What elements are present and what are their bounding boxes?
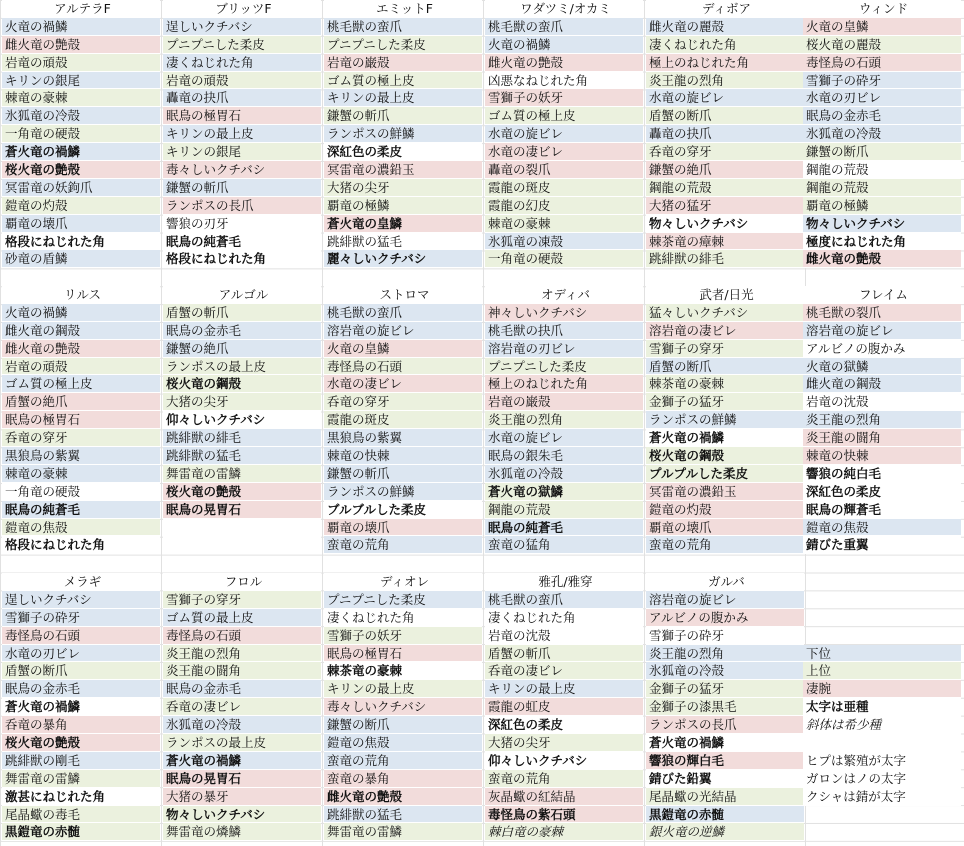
group-header: ウィンド: [803, 0, 961, 18]
group-header: ガルバ: [646, 573, 804, 591]
material-item: 桃毛獣の蛮爪: [485, 18, 643, 36]
material-item: 氷狐竜の冷殻: [803, 125, 961, 143]
legend-note3: クシャは錆が太字: [803, 788, 961, 806]
material-item: 覇竜の極鱗: [803, 197, 961, 215]
material-item: 霞龍の虹皮: [485, 698, 643, 716]
material-item: 雪獅子の妖牙: [485, 89, 643, 107]
material-item: 氷狐竜の冷殻: [2, 107, 160, 125]
material-item: 冥雷竜の濃鉛玉: [646, 483, 804, 501]
material-item: 岩竜の頑殻: [163, 72, 321, 90]
material-item: 棘茶竜の瘴棘: [646, 233, 804, 251]
material-item: 鎧竜の焦殻: [2, 519, 160, 537]
material-item: キリンの最上皮: [163, 125, 321, 143]
material-item: 跳緋獣の猛毛: [163, 447, 321, 465]
material-item: 物々しいクチバシ: [163, 806, 321, 824]
material-item: ランポスの最上皮: [163, 358, 321, 376]
material-item: 呑竜の穿牙: [2, 429, 160, 447]
material-item: 覇竜の極鱗: [324, 197, 482, 215]
material-item: 鎌蟹の斬爪: [163, 179, 321, 197]
material-item: 蒼火竜の禍鱗: [646, 429, 804, 447]
material-item: 桜火竜の艶殻: [163, 483, 321, 501]
material-group: [646, 286, 804, 554]
legend-spacer: [803, 734, 961, 752]
material-item: 桃毛獣の蛮爪: [324, 304, 482, 322]
material-group: [2, 573, 160, 841]
material-item: 溶岩竜の旋ビレ: [803, 322, 961, 340]
material-item: 桜火竜の麗殻: [803, 36, 961, 54]
material-group: [163, 573, 321, 841]
material-item: 呑竜の穿牙: [646, 143, 804, 161]
material-item: 一角竜の硬殻: [2, 483, 160, 501]
material-item: 眠鳥の金赤毛: [2, 680, 160, 698]
material-item: 眠鳥の晃胃石: [163, 770, 321, 788]
material-item: 覇竜の壊爪: [324, 519, 482, 537]
material-item: 跳緋獣の緋毛: [163, 429, 321, 447]
material-item: 岩竜の頑殻: [2, 54, 160, 72]
material-item: 鎧竜の焦殻: [324, 734, 482, 752]
material-item: 火竜の獄鱗: [803, 358, 961, 376]
material-item: 雌火竜の艶殻: [2, 340, 160, 358]
material-item: 眠鳥の極胃石: [2, 411, 160, 429]
group-header: オディバ: [485, 286, 643, 304]
material-item: 眠鳥の金赤毛: [163, 322, 321, 340]
material-item: 逞しいクチバシ: [163, 18, 321, 36]
material-item: 雌火竜の麗殻: [646, 18, 804, 36]
material-item: 毒怪鳥の石頭: [2, 627, 160, 645]
material-item: 雌火竜の艶殻: [2, 36, 160, 54]
material-item: 仰々しいクチバシ: [163, 411, 321, 429]
material-item: 眠鳥の銀朱毛: [485, 447, 643, 465]
material-item: 舞雷竜の雷鱗: [324, 823, 482, 841]
material-item: 呑竜の穿牙: [324, 393, 482, 411]
material-item: 錆びた鉛翼: [646, 770, 804, 788]
material-item: 水竜の旋ビレ: [485, 429, 643, 447]
group-header: ワダツミ/オカミ: [485, 0, 643, 18]
material-item: 眠鳥の純蒼毛: [485, 519, 643, 537]
material-item: 霞龍の斑皮: [485, 179, 643, 197]
material-group: [324, 0, 482, 268]
material-item: 響狼の刃牙: [163, 215, 321, 233]
material-item: 雌火竜の鋼殻: [2, 322, 160, 340]
material-item: プニプニした柔皮: [324, 591, 482, 609]
material-item: 逞しいクチバシ: [2, 591, 160, 609]
material-group: [485, 0, 643, 268]
material-item: キリンの最上皮: [485, 680, 643, 698]
material-group: [2, 0, 160, 268]
material-item: 眠鳥の極胃石: [163, 107, 321, 125]
material-item: 桜火竜の鋼殻: [646, 447, 804, 465]
material-item: 桜火竜の艶殻: [2, 734, 160, 752]
material-item: 跳緋獣の猛毛: [324, 233, 482, 251]
material-item: ゴム質の極上皮: [485, 107, 643, 125]
legend-expert: 凄腕: [803, 680, 961, 698]
material-group: [485, 286, 643, 554]
material-item: 蒼火竜の獄鱗: [485, 483, 643, 501]
material-item: 雌火竜の艶殻: [485, 54, 643, 72]
material-item: 眠鳥の輝蒼毛: [803, 501, 961, 519]
group-header: ディオレ: [324, 573, 482, 591]
material-item: 毒怪鳥の石頭: [163, 627, 321, 645]
material-item: 盾蟹の断爪: [2, 662, 160, 680]
material-item: 黒狼鳥の紫翼: [2, 447, 160, 465]
material-item: 格段にねじれた角: [2, 536, 160, 554]
material-item: 蒼火竜の禍鱗: [646, 734, 804, 752]
material-item: 桃毛獣の蛮爪: [485, 591, 643, 609]
material-item: 岩竜の沈殻: [803, 393, 961, 411]
material-item: 蛮竜の荒角: [324, 752, 482, 770]
material-item: 銀火竜の逆鱗: [646, 823, 804, 841]
material-item: 凄くねじれた角: [485, 609, 643, 627]
material-item: 金獅子の猛牙: [646, 680, 804, 698]
material-item: 桃毛獣の裂爪: [803, 304, 961, 322]
material-item: プニプニした柔皮: [163, 36, 321, 54]
material-item: 棘茶竜の豪棘: [324, 662, 482, 680]
material-item: 岩竜の巌殻: [485, 393, 643, 411]
material-item: 仰々しいクチバシ: [485, 752, 643, 770]
group-header: リルス: [2, 286, 160, 304]
material-item: 盾蟹の斬爪: [163, 304, 321, 322]
material-item: 深紅色の柔皮: [803, 483, 961, 501]
material-group: [646, 573, 804, 841]
material-item: 鋼龍の荒殻: [485, 501, 643, 519]
legend-note1: ヒプは繁殖が太字: [803, 752, 961, 770]
material-item: 桜火竜の艶殻: [2, 161, 160, 179]
material-item: 雪獅子の穿牙: [163, 591, 321, 609]
legend-upper: 上位: [803, 662, 961, 680]
material-item: 雪獅子の砕牙: [803, 72, 961, 90]
material-item: 蒼火竜の禍鱗: [2, 143, 160, 161]
material-item: アルビノの腹かみ: [646, 609, 804, 627]
material-group: [2, 286, 160, 554]
material-item: 炎王龍の烈角: [485, 411, 643, 429]
material-item: 炎王龍の烈角: [163, 645, 321, 663]
material-item: 響狼の純白毛: [803, 465, 961, 483]
material-item: 黒鎧竜の赤髄: [2, 823, 160, 841]
material-item: 雪獅子の妖牙: [324, 627, 482, 645]
material-item: 蛮竜の猛角: [485, 536, 643, 554]
material-item: 極度にねじれた角: [803, 233, 961, 251]
material-item: 黒鎧竜の赤髄: [646, 806, 804, 824]
material-item: 鎌蟹の斬爪: [324, 465, 482, 483]
material-item: 極上のねじれた角: [646, 54, 804, 72]
material-group: [324, 573, 482, 841]
material-item: 蒼火竜の皇鱗: [324, 215, 482, 233]
material-item: 溶岩竜の凄ビレ: [646, 322, 804, 340]
material-item: 盾蟹の斬爪: [485, 645, 643, 663]
material-item: 響狼の輝白毛: [646, 752, 804, 770]
material-item: 鎧竜の灼殻: [646, 501, 804, 519]
material-item: 物々しいクチバシ: [646, 215, 804, 233]
material-item: 極上のねじれた角: [485, 375, 643, 393]
material-item: 雪獅子の砕牙: [646, 627, 804, 645]
material-item: 毒怪鳥の石頭: [324, 358, 482, 376]
material-item: 炎王龍の闘角: [803, 429, 961, 447]
material-item: 鋼龍の荒殻: [803, 179, 961, 197]
material-item: 覇竜の壊爪: [646, 519, 804, 537]
material-item: 大猪の尖牙: [485, 734, 643, 752]
material-item: 跳緋獣の緋毛: [646, 250, 804, 268]
material-item: 棘竜の快棘: [324, 447, 482, 465]
material-item: ランポスの長爪: [646, 716, 804, 734]
material-item: 雌火竜の艶殻: [324, 788, 482, 806]
material-item: 棘白竜の豪棘: [485, 823, 643, 841]
material-item: 深紅色の柔皮: [324, 143, 482, 161]
material-item: 蛮竜の荒角: [485, 770, 643, 788]
material-item: ランポスの最上皮: [163, 734, 321, 752]
material-item: 雪獅子の穿牙: [646, 340, 804, 358]
material-item: 凶悪なねじれた角: [485, 72, 643, 90]
material-group: [803, 0, 961, 268]
material-item: 水竜の旋ビレ: [485, 125, 643, 143]
material-item: 氷狐竜の冷殻: [485, 465, 643, 483]
material-item: キリンの最上皮: [324, 680, 482, 698]
material-item: 轟竜の抉爪: [646, 125, 804, 143]
group-header: 雅孔/雅穿: [485, 573, 643, 591]
group-header: フレイム: [803, 286, 961, 304]
material-item: 一角竜の硬殻: [485, 250, 643, 268]
material-item: 棘竜の豪棘: [2, 465, 160, 483]
material-item: 神々しいクチバシ: [485, 304, 643, 322]
material-item: 桃毛獣の蛮爪: [324, 18, 482, 36]
material-item: 蛮竜の暴角: [324, 770, 482, 788]
material-item: プルプルした柔皮: [646, 465, 804, 483]
material-item: 氷狐竜の凍殻: [485, 233, 643, 251]
material-item: 毒怪鳥の紫石頭: [485, 806, 643, 824]
material-item: 冥雷竜の妖鉤爪: [2, 179, 160, 197]
material-item: 激甚にねじれた角: [2, 788, 160, 806]
material-item: 炎王龍の烈角: [646, 645, 804, 663]
legend-lower: 下位: [803, 645, 961, 663]
group-header: フロル: [163, 573, 321, 591]
group-header: アルゴル: [163, 286, 321, 304]
material-item: 火竜の禍鱗: [2, 18, 160, 36]
material-item: 舞雷竜の雷鱗: [163, 465, 321, 483]
material-group: [485, 573, 643, 841]
material-item: 覇竜の壊爪: [2, 215, 160, 233]
material-group: [163, 286, 321, 554]
material-item: 霞龍の斑皮: [324, 411, 482, 429]
material-item: 棘茶竜の豪棘: [646, 375, 804, 393]
material-item: 盾蟹の断爪: [646, 107, 804, 125]
material-item: 鎌蟹の断爪: [803, 143, 961, 161]
material-item: 桃毛獣の抉爪: [485, 322, 643, 340]
material-item: 水竜の凄ビレ: [324, 375, 482, 393]
material-item: 格段にねじれた角: [163, 250, 321, 268]
material-item: プニプニした柔皮: [485, 358, 643, 376]
material-item: ランポスの鮮鱗: [646, 411, 804, 429]
material-item: 岩竜の巌殻: [324, 54, 482, 72]
material-item: 火竜の禍鱗: [485, 36, 643, 54]
material-group: [646, 0, 804, 268]
material-item: 金獅子の猛牙: [646, 393, 804, 411]
group-header: アルテラF: [2, 0, 160, 18]
material-item: ランポスの鮮鱗: [324, 483, 482, 501]
material-item: 大猪の猛牙: [646, 197, 804, 215]
material-item: 棘竜の豪棘: [2, 89, 160, 107]
material-item: 一角竜の硬殻: [2, 125, 160, 143]
material-item: 金獅子の漆黒毛: [646, 698, 804, 716]
material-item: 炎王龍の闘角: [163, 662, 321, 680]
material-item: 雪獅子の砕牙: [2, 609, 160, 627]
material-item: キリンの銀尾: [163, 143, 321, 161]
legend-bold-note: 太字は亜種: [803, 698, 961, 716]
material-item: 水竜の刃ビレ: [2, 645, 160, 663]
material-item: 麗々しいクチバシ: [324, 250, 482, 268]
material-item: 溶岩竜の旋ビレ: [646, 591, 804, 609]
group-header: ディボア: [646, 0, 804, 18]
material-item: 棘竜の快棘: [803, 447, 961, 465]
material-item: 溶岩竜の旋ビレ: [324, 322, 482, 340]
material-item: 棘竜の豪棘: [485, 215, 643, 233]
material-item: 毒怪鳥の石頭: [803, 54, 961, 72]
material-item: 炎王龍の烈角: [803, 411, 961, 429]
material-item: 毒々しいクチバシ: [324, 698, 482, 716]
material-item: 眠鳥の晃胃石: [163, 501, 321, 519]
group-header: エミットF: [324, 0, 482, 18]
material-item: キリンの銀尾: [2, 72, 160, 90]
material-item: 深紅色の柔皮: [485, 716, 643, 734]
material-item: 鎧竜の灼殻: [2, 197, 160, 215]
material-item: 眠鳥の純蒼毛: [163, 233, 321, 251]
material-item: 炎王龍の烈角: [646, 72, 804, 90]
material-group: [163, 0, 321, 268]
material-item: 鎌蟹の斬爪: [324, 107, 482, 125]
material-item: 轟竜の抉爪: [163, 89, 321, 107]
material-item: 砂竜の盾鱗: [2, 250, 160, 268]
material-item: 鎌蟹の絶爪: [163, 340, 321, 358]
material-group: [803, 286, 961, 554]
material-item: 猛々しいクチバシ: [646, 304, 804, 322]
material-item: 大猪の尖牙: [163, 393, 321, 411]
material-item: 盾蟹の断爪: [646, 358, 804, 376]
material-item: 舞雷竜の燐鱗: [163, 823, 321, 841]
group-header: 武者/日光: [646, 286, 804, 304]
material-item: 霞龍の幻皮: [485, 197, 643, 215]
material-item: 氷狐竜の冷殻: [163, 716, 321, 734]
material-item: 錆びた重翼: [803, 536, 961, 554]
material-item: 水竜の旋ビレ: [646, 89, 804, 107]
material-item: ブルブルした柔皮: [324, 501, 482, 519]
material-item: 眠鳥の金赤毛: [163, 680, 321, 698]
material-item: 跳緋獣の剛毛: [2, 752, 160, 770]
material-item: 凄くねじれた角: [324, 609, 482, 627]
group-header: ストロマ: [324, 286, 482, 304]
material-item: 水竜の刃ビレ: [803, 89, 961, 107]
material-item: 呑竜の暴角: [2, 716, 160, 734]
legend-italic-note: 斜体は希少種: [803, 716, 961, 734]
material-item: 鋼龍の荒殻: [646, 179, 804, 197]
material-item: 蒼火竜の禍鱗: [2, 698, 160, 716]
material-item: 火竜の皇鱗: [324, 340, 482, 358]
material-item: 呑竜の凄ビレ: [163, 698, 321, 716]
material-item: 岩竜の頑殻: [2, 358, 160, 376]
material-item: 眠鳥の極胃石: [324, 645, 482, 663]
material-item: 冥雷竜の濃鉛玉: [324, 161, 482, 179]
material-item: 灰晶蠍の紅結晶: [485, 788, 643, 806]
legend: [803, 645, 961, 806]
material-item: 雌火竜の艶殻: [803, 250, 961, 268]
material-item: 氷狐竜の冷殻: [646, 662, 804, 680]
material-item: 毒々しいクチバシ: [163, 161, 321, 179]
material-item: 雌火竜の鋼殻: [803, 375, 961, 393]
material-item: 轟竜の裂爪: [485, 161, 643, 179]
material-item: 鎌蟹の絶爪: [646, 161, 804, 179]
material-item: 水竜の凄ビレ: [485, 143, 643, 161]
material-item: ゴム質の極上皮: [2, 375, 160, 393]
material-item: 溶岩竜の刃ビレ: [485, 340, 643, 358]
material-item: 大猪の暴牙: [163, 788, 321, 806]
material-item: [163, 536, 321, 554]
material-item: 火竜の禍鱗: [2, 304, 160, 322]
material-item: 凄くねじれた角: [163, 54, 321, 72]
material-item: 蛮竜の荒角: [646, 536, 804, 554]
material-item: 大猪の尖牙: [324, 179, 482, 197]
material-item: 呑竜の凄ビレ: [485, 662, 643, 680]
material-item: アルビノの腹かみ: [803, 340, 961, 358]
material-item: 桜火竜の鋼殻: [163, 375, 321, 393]
group-header: メラギ: [2, 573, 160, 591]
material-item: 跳緋獣の猛毛: [324, 806, 482, 824]
material-item: 岩竜の沈殻: [485, 627, 643, 645]
material-item: 火竜の皇鱗: [803, 18, 961, 36]
material-item: 物々しいクチバシ: [803, 215, 961, 233]
material-item: 凄くねじれた角: [646, 36, 804, 54]
material-item: 尾晶蠍の毒毛: [2, 806, 160, 824]
material-item: 黒狼鳥の紫翼: [324, 429, 482, 447]
group-header: ブリッツF: [163, 0, 321, 18]
material-item: 鋼龍の荒殻: [803, 161, 961, 179]
material-item: ランポスの長爪: [163, 197, 321, 215]
material-item: キリンの最上皮: [324, 89, 482, 107]
material-item: [163, 519, 321, 537]
legend-note2: ガロンはノの太字: [803, 770, 961, 788]
material-item: ゴム質の最上皮: [163, 609, 321, 627]
material-item: 眠鳥の金赤毛: [803, 107, 961, 125]
material-item: 尾晶蠍の光結晶: [646, 788, 804, 806]
material-item: 舞雷竜の雷鱗: [2, 770, 160, 788]
material-item: プニプニした柔皮: [324, 36, 482, 54]
material-item: 格段にねじれた角: [2, 233, 160, 251]
material-item: 蛮竜の荒角: [324, 536, 482, 554]
material-group: [324, 286, 482, 554]
material-item: ランポスの鮮鱗: [324, 125, 482, 143]
material-item: 蒼火竜の禍鱗: [163, 752, 321, 770]
material-item: ゴム質の極上皮: [324, 72, 482, 90]
material-item: 眠鳥の純蒼毛: [2, 501, 160, 519]
material-item: 盾蟹の絶爪: [2, 393, 160, 411]
material-item: 鎌蟹の断爪: [324, 716, 482, 734]
material-item: 鎧竜の焦殻: [803, 519, 961, 537]
